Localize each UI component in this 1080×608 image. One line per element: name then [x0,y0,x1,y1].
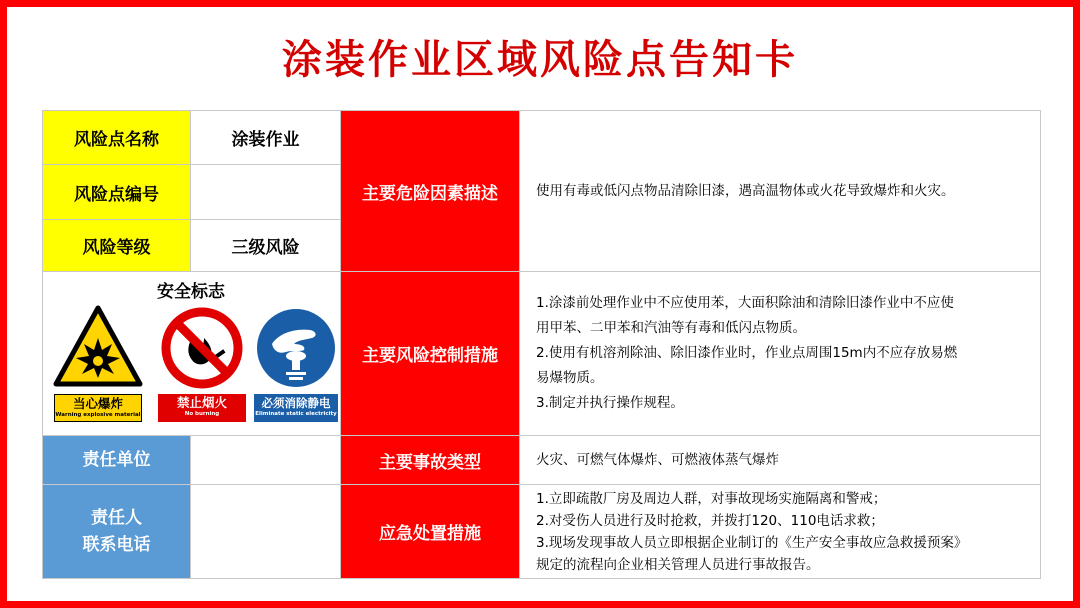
emergency-line: 3.现场发现事故人员立即根据企业制订的《生产安全事故应急救援预案》 [536,534,968,551]
hazard-text: 使用有毒或低闪点物品清除旧漆，遇高温物体或火花导致爆炸和火灾。 [519,110,1041,272]
explosion-warning-plate [54,394,142,422]
control-line: 3.制定并执行操作规程。 [536,395,684,411]
responsible-unit-label: 责任单位 [42,435,191,485]
static-discharge-icon [254,304,338,392]
static-discharge-en: Eliminate static electricity [255,411,337,417]
static-discharge-plate [254,394,338,422]
name-value: 涂装作业 [190,110,341,165]
contact-label [42,484,191,579]
responsible-unit-value [190,435,341,485]
emergency-text [519,484,1041,579]
explosion-warning-label: 当心爆炸 [72,396,123,411]
explosion-warning-en: Warning explosive material [55,412,141,418]
static-discharge-sign [254,304,338,422]
hazard-label: 主要危险因素描述 [340,110,520,272]
control-label: 主要风险控制措施 [340,271,520,436]
safety-signs-title: 安全标志 [157,282,225,302]
accident-label: 主要事故类型 [340,435,520,485]
code-label: 风险点编号 [42,164,191,220]
contact-label-line1: 责任人 [91,507,142,528]
control-line: 用甲苯、二甲苯和汽油等有毒和低闪点物质。 [536,320,806,336]
name-label: 风险点名称 [42,110,191,165]
control-lines [536,291,957,416]
no-fire-en: No burning [184,411,220,417]
control-line: 1.涂漆前处理作业中不应使用苯，大面积除油和清除旧漆作业中不应使 [536,295,954,311]
no-fire-icon [158,304,246,392]
control-line: 易爆物质。 [536,370,604,386]
emergency-lines [536,488,967,576]
no-fire-label: 禁止烟火 [176,395,227,410]
no-fire-plate [158,394,246,422]
no-fire-sign [158,304,246,422]
accident-text: 火灾、可燃气体爆炸、可燃液体蒸气爆炸 [519,435,1041,485]
emergency-line: 1.立即疏散厂房及周边人群，对事故现场实施隔离和警戒； [536,490,887,507]
level-value: 三级风险 [190,219,341,272]
explosion-warning-icon [52,304,144,392]
static-discharge-label: 必须消除静电 [261,396,331,410]
contact-value [190,484,341,579]
code-value [190,164,341,220]
emergency-label: 应急处置措施 [340,484,520,579]
emergency-line: 规定的流程向企业相关管理人员进行事故报告。 [536,556,820,573]
card-title: 涂装作业区域风险点告知卡 [282,37,798,83]
level-label: 风险等级 [42,219,191,272]
explosion-warning-sign [52,304,144,422]
emergency-line: 2.对受伤人员进行及时抢救，并拨打120、110电话求救； [536,512,884,529]
control-text [519,271,1041,436]
control-line: 2.使用有机溶剂除油、除旧漆作业时，作业点周围15m内不应存放易燃 [536,345,958,361]
contact-label-line2: 联系电话 [82,534,151,555]
